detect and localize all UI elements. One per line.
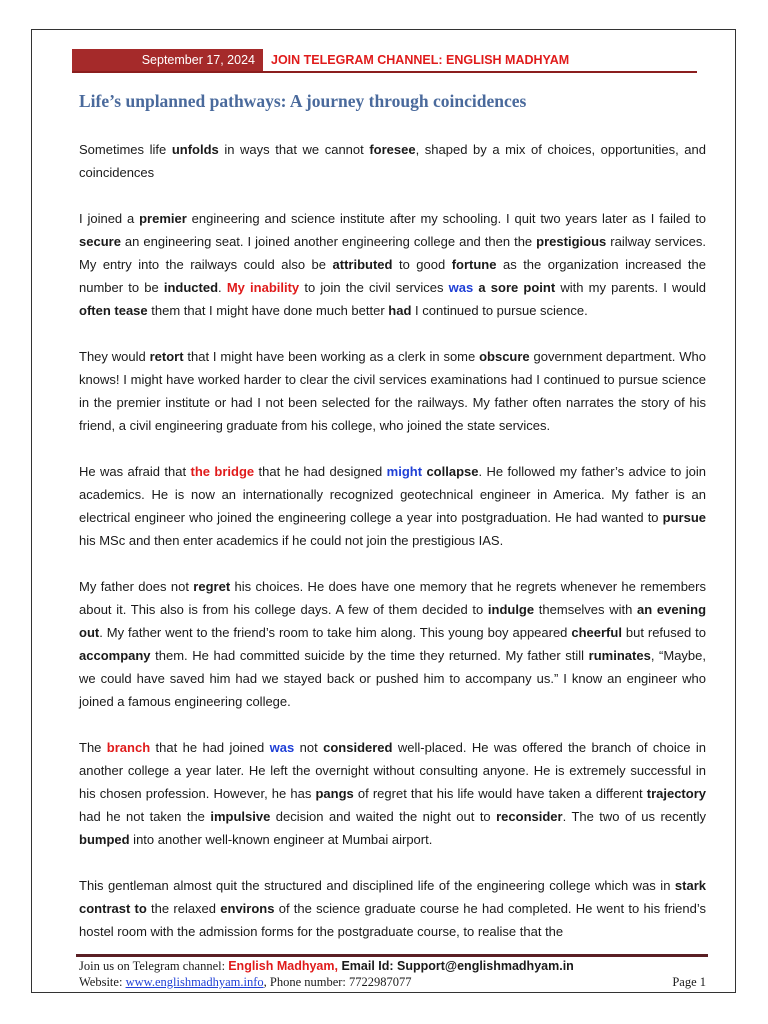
footer-website-line <box>79 975 706 990</box>
emphasized-text: stark contrast to <box>79 878 706 916</box>
header-bar <box>72 49 697 73</box>
paragraph-text: well-placed. He was offered the branch of choice in another college a year later. He left the overnight without consulting anyone. He is extremely successful in his chosen profession. However, he has <box>79 740 707 801</box>
paragraph <box>79 138 706 184</box>
paragraph-text: his MSc and then enter academics if he could not join the prestigious IAS. <box>79 533 504 548</box>
paragraph-text: This gentleman almost quit the structured and disciplined life of the engineering college which was in <box>79 878 675 893</box>
paragraph-text: not <box>294 740 324 755</box>
paragraph-text: themselves with <box>534 602 638 617</box>
emphasized-text: inducted <box>163 280 219 295</box>
paragraph-text: Sometimes life <box>79 142 172 157</box>
paragraph <box>79 874 706 943</box>
paragraph-text: that I might have been working as a clerk in some <box>183 349 480 364</box>
article-body <box>79 138 706 966</box>
emphasized-text: retort <box>149 349 184 364</box>
header-date: September 17, 2024 <box>72 49 263 71</box>
emphasized-text: had <box>388 303 412 318</box>
paragraph-text: railway services. My entry into the railways could also be <box>79 234 706 272</box>
emphasized-text: premier <box>139 211 187 226</box>
paragraph-text: that he had designed <box>254 464 387 479</box>
paragraph-text: I continued to pursue science. <box>411 303 588 318</box>
paragraph-text: decision and waited the night out to <box>270 809 497 824</box>
paragraph-text: They would <box>79 349 150 364</box>
paragraph <box>79 575 706 713</box>
paragraph-text: his choices. He does have one memory that he regrets whenever he remembers about it. This also is from his college days. A few of them decided to <box>79 579 706 617</box>
emphasized-text: fortune <box>451 257 497 272</box>
emphasized-text: cheerful <box>571 625 622 640</box>
paragraph-text: as the organization increased the number to be <box>79 257 706 295</box>
paragraph-text: but refused to <box>621 625 706 640</box>
footer-website-link[interactable]: www.englishmadhyam.info <box>125 975 264 989</box>
emphasized-text: reconsider <box>496 809 563 824</box>
emphasized-text: attributed <box>332 257 393 272</box>
paragraph <box>79 460 706 552</box>
footer-join-text: Join us on Telegram channel: <box>79 959 229 973</box>
emphasized-text: branch <box>106 740 151 755</box>
paragraph-text: with my parents. I would <box>555 280 706 295</box>
emphasized-text: indulge <box>487 602 535 617</box>
paragraph-text: the relaxed <box>146 901 221 916</box>
paragraph-text: into another well-known engineer at Mumbai airport. <box>129 832 433 847</box>
paragraph-text: government department. Who knows! I might have worked harder to clear the civil services examinations had I continued to pursue science in the premier institute or had I not been selected for the railways. My father often narrates the story of his friend, a civil engineering graduate from his college, who joined the state services. <box>79 349 706 433</box>
emphasized-text: an evening out <box>79 602 707 640</box>
paragraph-text: them that I might have done much better <box>147 303 389 318</box>
paragraph-text: in ways that we cannot <box>218 142 370 157</box>
paragraph-text: , “Maybe, we could have saved him had we stayed back or pushed him to accompany us.” I know an engineer who joined a famous engineering college. <box>79 648 706 709</box>
emphasized-text: prestigious <box>536 234 607 249</box>
footer-contact-line <box>79 959 574 974</box>
telegram-channel-banner: JOIN TELEGRAM CHANNEL: ENGLISH MADHYAM <box>271 53 570 67</box>
emphasized-text: My inability <box>226 280 300 295</box>
emphasized-text: considered <box>323 740 393 755</box>
paragraph-text: of regret that his life would have taken a different <box>353 786 647 801</box>
paragraph-text: that he had joined <box>150 740 270 755</box>
emphasized-text: was <box>448 280 474 295</box>
article-title: Life’s unplanned pathways: A journey through coincidences <box>79 91 527 111</box>
paragraph-text: had he not taken the <box>79 809 211 824</box>
emphasized-text: unfolds <box>171 142 219 157</box>
emphasized-text: environs <box>220 901 275 916</box>
emphasized-text: accompany <box>79 648 151 663</box>
emphasized-text: might <box>386 464 423 479</box>
paragraph <box>79 736 706 851</box>
paragraph-text: . The two of us recently <box>562 809 706 824</box>
paragraph <box>79 207 706 322</box>
footer-divider <box>76 954 708 957</box>
emphasized-text: trajectory <box>646 786 706 801</box>
emphasized-text: pursue <box>662 510 706 525</box>
emphasized-text: the bridge <box>190 464 255 479</box>
emphasized-text: secure <box>79 234 121 249</box>
emphasized-text: regret <box>193 579 231 594</box>
emphasized-text: obscure <box>479 349 530 364</box>
paragraph-text: to good <box>392 257 452 272</box>
paragraph-text: engineering and science institute after my schooling. I quit two years later as I failed to <box>186 211 707 226</box>
footer-website-label: Website: <box>79 975 126 989</box>
paragraph-text: them. He had committed suicide by the time they returned. My father still <box>150 648 589 663</box>
emphasized-text: impulsive <box>210 809 271 824</box>
emphasized-text: foresee <box>369 142 416 157</box>
paragraph-text: . My father went to the friend’s room to take him along. This young boy appeared <box>99 625 572 640</box>
footer-channel-name: English Madhyam, <box>228 959 338 973</box>
paragraph-text: . <box>218 280 227 295</box>
emphasized-text: ruminates <box>588 648 651 663</box>
footer-phone: , Phone number: 7722987077 <box>263 975 412 989</box>
emphasized-text: collapse <box>426 464 479 479</box>
paragraph-text: . He followed my father’s advice to join academics. He is now an internationally recognized geotechnical engineer in America. My father is an electrical engineer who joined the engineering college a year into postgraduation. He had wanted to <box>79 464 706 525</box>
paragraph-text: I joined a <box>79 211 140 226</box>
emphasized-text: often tease <box>79 303 148 318</box>
emphasized-text: a sore point <box>478 280 556 295</box>
emphasized-text: bumped <box>79 832 130 847</box>
page-number: Page 1 <box>672 975 706 989</box>
paragraph-text: of the science graduate course he had completed. He went to his friend’s hostel room with the admission forms for the postgraduate course, to realise that the <box>79 901 706 939</box>
emphasized-text: was <box>269 740 295 755</box>
paragraph-text: , shaped by a mix of choices, opportunities, and coincidences <box>79 142 706 180</box>
paragraph-text: an engineering seat. I joined another engineering college and then the <box>120 234 537 249</box>
paragraph <box>79 345 706 437</box>
paragraph-text: The <box>79 740 107 755</box>
paragraph-text: He was afraid that <box>79 464 191 479</box>
paragraph-text: My father does not <box>79 579 194 594</box>
paragraph-text: to join the civil services <box>299 280 449 295</box>
footer-email: Email Id: Support@englishmadhyam.in <box>337 959 574 973</box>
emphasized-text: pangs <box>315 786 354 801</box>
